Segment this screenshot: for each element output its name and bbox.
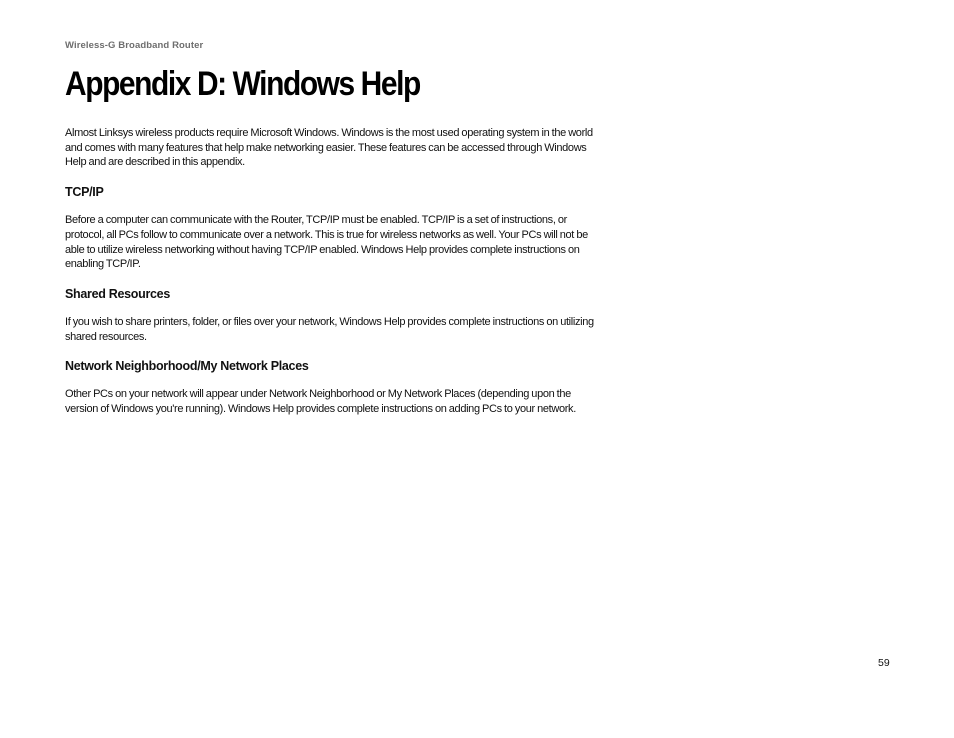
section-heading-shared-resources: Shared Resources (65, 286, 170, 301)
section-heading-tcpip: TCP/IP (65, 185, 104, 200)
running-header: Wireless-G Broadband Router (65, 40, 204, 51)
page-title: Appendix D: Windows Help (65, 65, 420, 103)
section-body-network-neighborhood: Other PCs on your network will appear under Network Neighborhood or My Network Places (depending upon the version of Windows you're running). Windows Help provides complete instructions on adding PCs to your network. (65, 388, 576, 416)
section-heading-network-neighborhood: Network Neighborhood/My Network Places (65, 359, 309, 374)
section-body-tcpip: Before a computer can communicate with the Router, TCP/IP must be enabled. TCP/IP is a set of instructions, or protocol, all PCs follow to communicate over a network. This is true for wireless networks as well. Your PCs will not be able to utilize wireless networking without having TCP/IP enabled. Windows Help provides complete instructions on enabling TCP/IP. (65, 214, 588, 271)
page-content (65, 126, 595, 417)
page-number: 59 (878, 657, 890, 669)
section-body-shared-resources: If you wish to share printers, folder, or files over your network, Windows Help provides complete instructions on utilizing shared resources. (65, 315, 594, 343)
intro-paragraph: Almost Linksys wireless products require Microsoft Windows. Windows is the most used operating system in the world and comes with many features that help make networking easier. These features can be accessed through Windows Help and are described in this appendix. (65, 127, 593, 169)
